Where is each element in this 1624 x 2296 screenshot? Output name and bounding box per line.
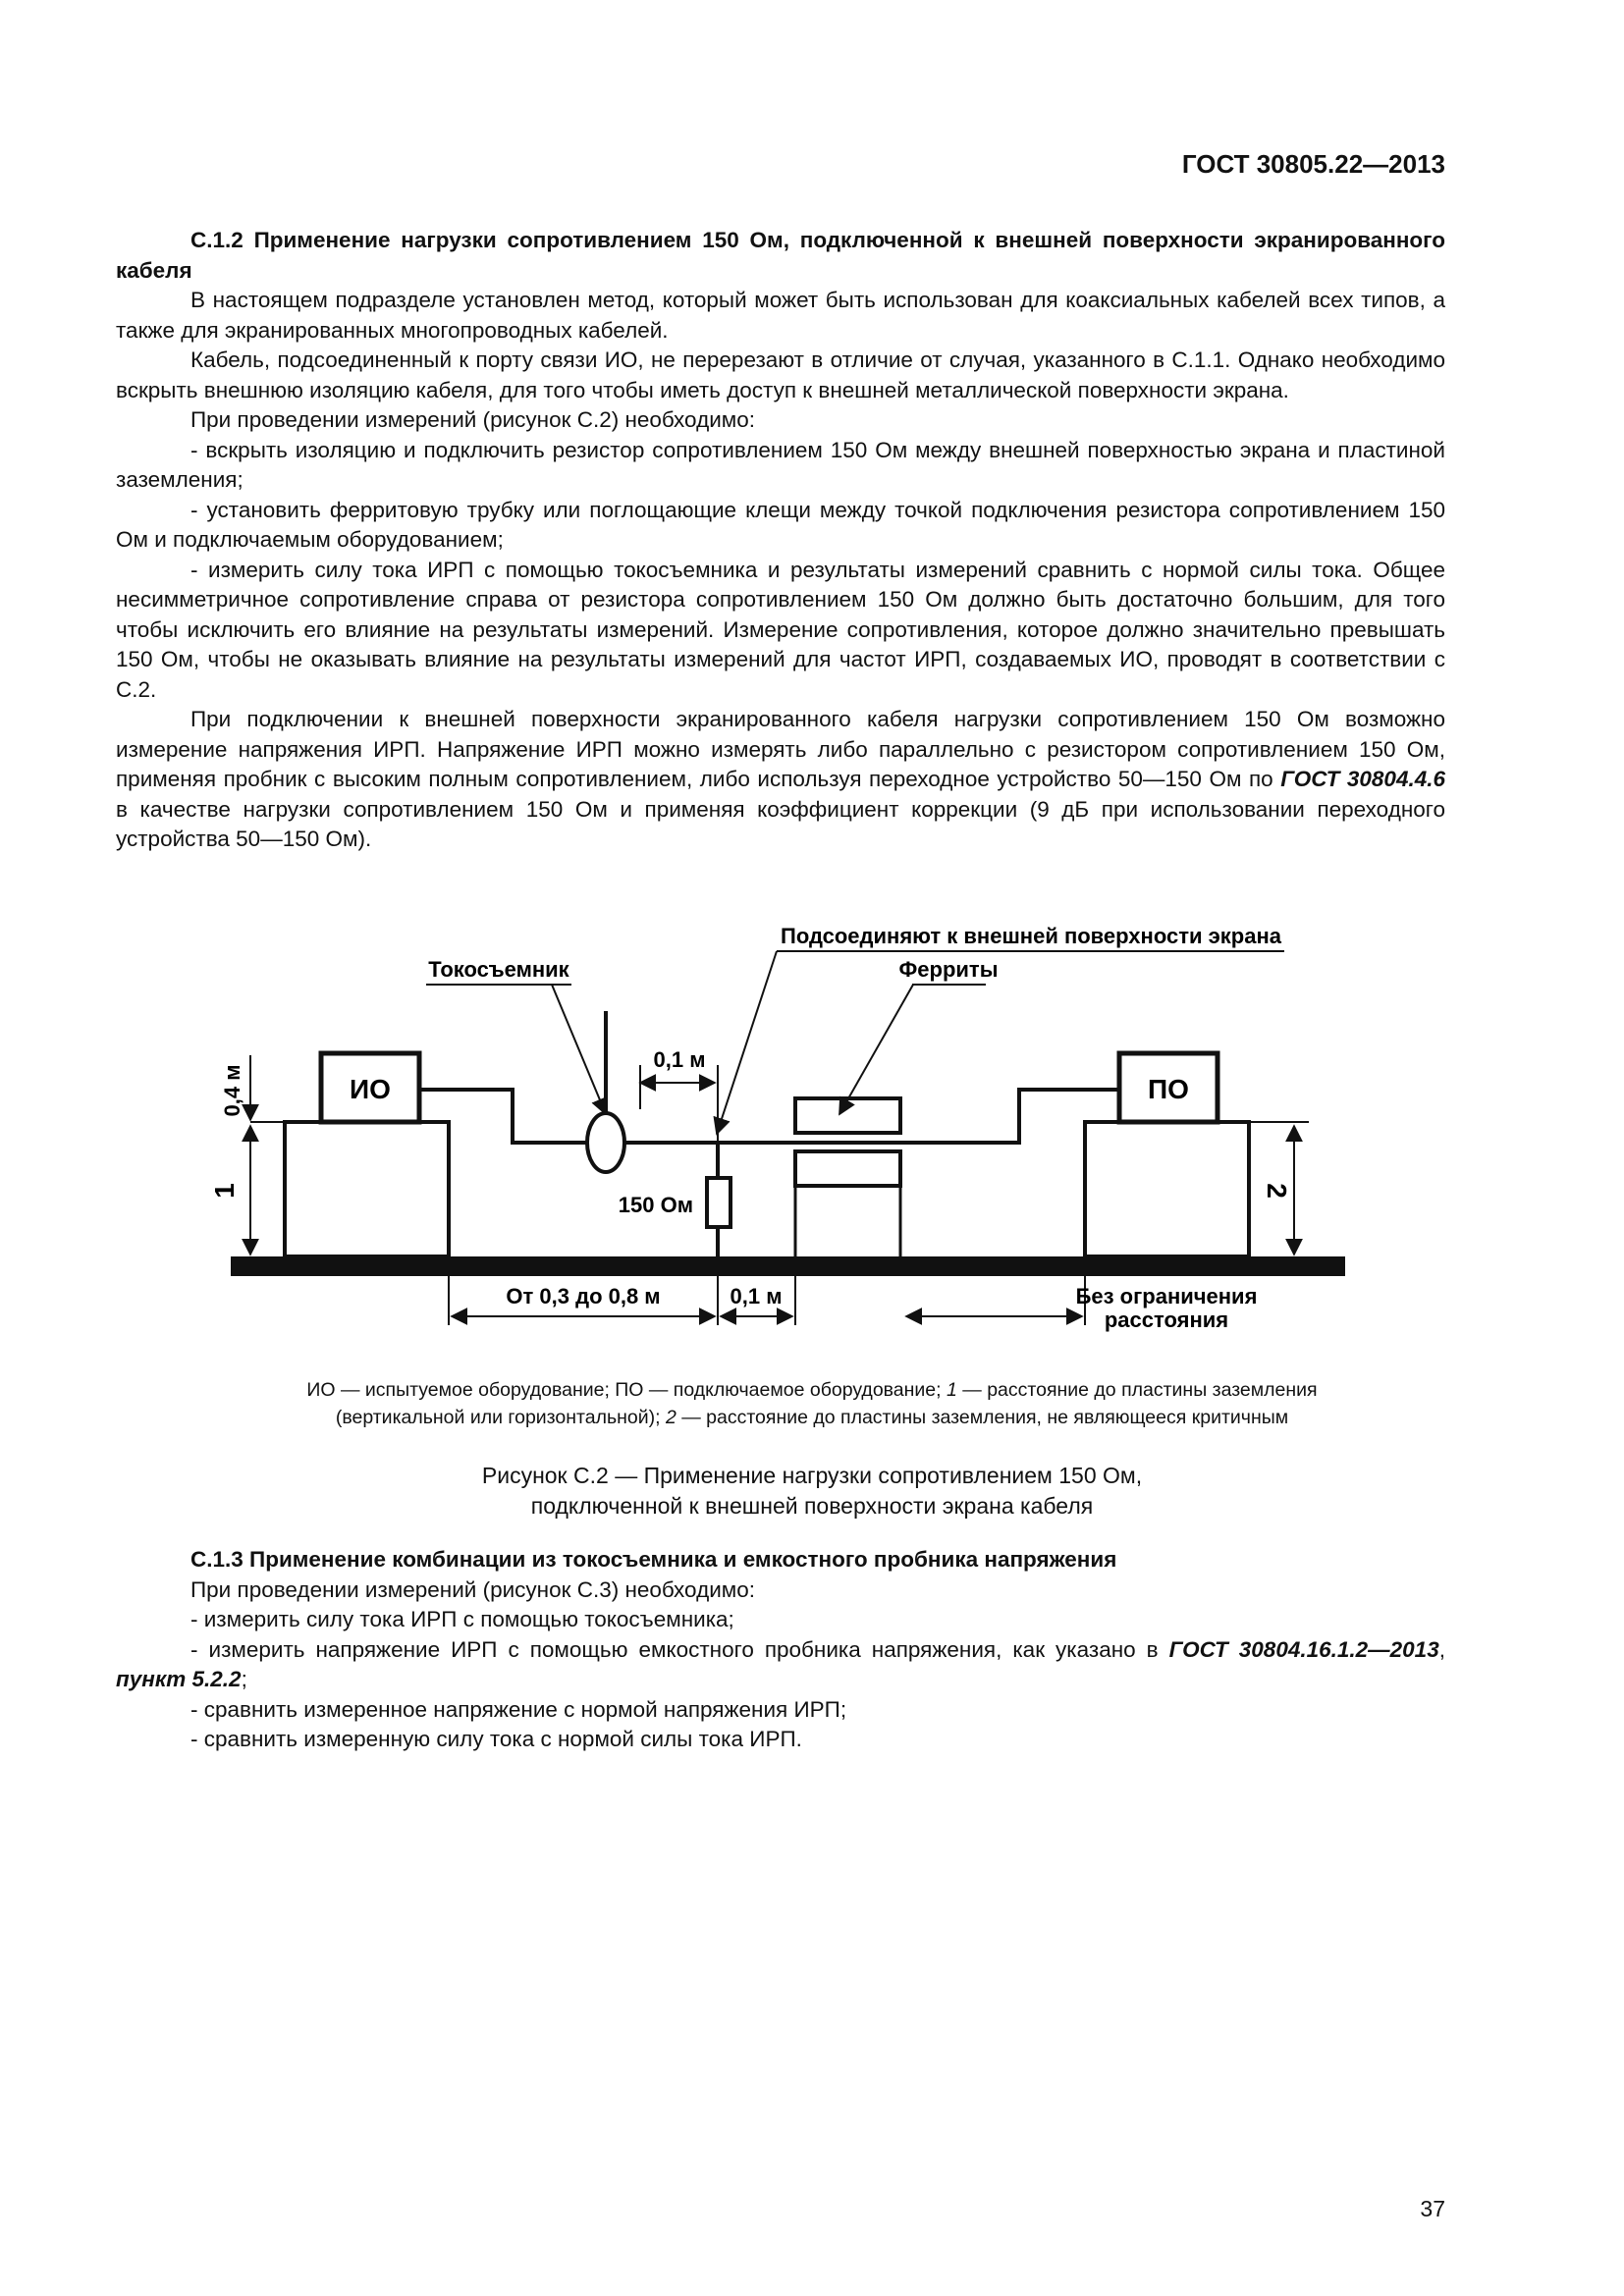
legend-number: 2 <box>665 1407 677 1428</box>
list-item: - сравнить измеренное напряжение с нормой напряжения ИРП; <box>190 1696 847 1722</box>
label-eut: ИО <box>350 1074 391 1104</box>
label-nolimit-line1: Без ограничения <box>1075 1284 1258 1308</box>
text-span: в качестве нагрузки сопротивлением 150 Ом и применяя коэффициент коррекции (9 дБ при использовании переходного устройства 50—150 Ом). <box>116 796 1445 851</box>
standard-reference: ГОСТ 30804.4.6 <box>1280 767 1445 791</box>
label-connect-shield: Подсоединяют к внешней поверхности экрана <box>781 924 1281 948</box>
leader-connect <box>717 951 777 1134</box>
list-item: - установить ферритовую трубку или поглощающие клещи между точкой подключения резистора сопротивлением 150 Ом и подключаемым оборудованием; <box>116 497 1445 552</box>
paragraph <box>116 705 1445 855</box>
page-header-standard: ГОСТ 30805.22—2013 <box>1181 149 1445 179</box>
list-item: - измерить силу тока ИРП с помощью токосъемника и результаты измерений сравнить с нормой силы тока. Общее несимметричное сопротивление справа от резистора сопротивлением 150 Ом должно быть достаточно большим, для того чтобы исключить его влияние на результаты измерений. Измерение сопротивления, которое должно значительно превышать 150 Ом, чтобы не оказывать влияние на результаты измерений для частот ИРП, создаваемых ИО, проводят в соответствии с С.2. <box>116 557 1445 702</box>
clause-reference: пункт 5.2.2 <box>116 1667 242 1691</box>
label-gap-bottom: 0,1 м <box>730 1284 783 1308</box>
cable-line <box>419 1090 1119 1143</box>
label-nolimit-line2: расстояния <box>1104 1308 1229 1332</box>
label-distance-2: 2 <box>1262 1183 1292 1199</box>
text-span: — расстояние до пластины заземления, не являющееся критичным <box>676 1407 1289 1428</box>
legend-number: 1 <box>947 1379 957 1401</box>
figure-caption <box>147 1461 1477 1522</box>
label-distance-1: 1 <box>209 1183 240 1199</box>
text-span: - измерить напряжение ИРП с помощью емкостного пробника напряжения, как указано в <box>190 1636 1169 1662</box>
right-table <box>1085 1122 1249 1256</box>
section-heading-c13: С.1.3 Применение комбинации из токосъемника и емкостного пробника напряжения <box>190 1547 1117 1572</box>
legend-line <box>147 1404 1477 1431</box>
ground-plane <box>231 1256 1345 1276</box>
list-item <box>116 1635 1445 1695</box>
resistor-150-ohm <box>707 1178 731 1227</box>
leader-probe <box>552 985 606 1114</box>
text-span: ; <box>241 1667 247 1691</box>
caption-line: подключенной к внешней поверхности экрана кабеля <box>530 1493 1094 1519</box>
label-resistor: 150 Ом <box>618 1193 693 1217</box>
label-ae: ПО <box>1148 1074 1189 1104</box>
section-heading-c12: С.1.2 Применение нагрузки сопротивлением 150 Ом, подключенной к внешней поверхности экранированного кабеля <box>116 228 1445 283</box>
section-c12 <box>116 226 1445 855</box>
section-c13 <box>116 1545 1445 1755</box>
caption-line: Рисунок С.2 — Применение нагрузки сопротивлением 150 Ом, <box>481 1463 1143 1488</box>
label-gap-top: 0,1 м <box>653 1047 706 1072</box>
text-span: (вертикальной или горизонтальной); <box>335 1407 666 1428</box>
text-span: , <box>1438 1636 1445 1662</box>
legend-line <box>147 1376 1477 1404</box>
diagram-svg <box>0 908 1624 1340</box>
figure-legend <box>147 1376 1477 1431</box>
label-current-probe: Токосъемник <box>428 957 569 982</box>
current-probe-ring <box>587 1113 624 1172</box>
paragraph: Кабель, подсоединенный к порту связи ИО, не перерезают в отличие от случая, указанного в С.1.1. Однако необходимо вскрыть внешнюю изоляцию кабеля, для того чтобы иметь доступ к внешней металлической поверхности экрана. <box>116 347 1445 402</box>
page-number: 37 <box>1420 2196 1445 2221</box>
list-item: - измерить силу тока ИРП с помощью токосъемника; <box>190 1607 734 1631</box>
left-table <box>285 1122 449 1256</box>
text-span: — расстояние до пластины заземления <box>956 1379 1318 1401</box>
text-span: При подключении к внешней поверхности экранированного кабеля нагрузки сопротивлением 150 Ом возможно измерение напряжения ИРП. Напряжение ИРП можно измерять либо параллельно с резистором сопротивлением 150 Ом, применяя пробник с высоким полным сопротивлением, либо используя переходное устройство 50—150 Ом по <box>116 707 1445 791</box>
paragraph: При проведении измерений (рисунок С.3) необходимо: <box>190 1576 756 1602</box>
ferrite-lower <box>795 1151 900 1186</box>
ferrite-upper <box>795 1098 900 1133</box>
label-span: От 0,3 до 0,8 м <box>506 1284 661 1308</box>
list-item: - сравнить измеренную силу тока с нормой силы тока ИРП. <box>190 1727 802 1751</box>
label-height-eut: 0,4 м <box>220 1064 244 1117</box>
list-item: - вскрыть изоляцию и подключить резистор сопротивлением 150 Ом между внешней поверхностью экрана и пластиной заземления; <box>116 437 1445 492</box>
paragraph: При проведении измерений (рисунок С.2) необходимо: <box>190 407 756 432</box>
leader-ferrites <box>839 985 913 1114</box>
standard-reference: ГОСТ 30804.16.1.2—2013 <box>1168 1636 1439 1662</box>
label-ferrites: Ферриты <box>898 957 999 982</box>
text-span: ИО — испытуемое оборудование; ПО — подключаемое оборудование; <box>306 1379 947 1401</box>
paragraph: В настоящем подразделе установлен метод, который может быть использован для коаксиальных кабелей всех типов, а также для экранированных многопроводных кабелей. <box>116 288 1445 343</box>
figure-c2-diagram <box>0 908 1624 1340</box>
